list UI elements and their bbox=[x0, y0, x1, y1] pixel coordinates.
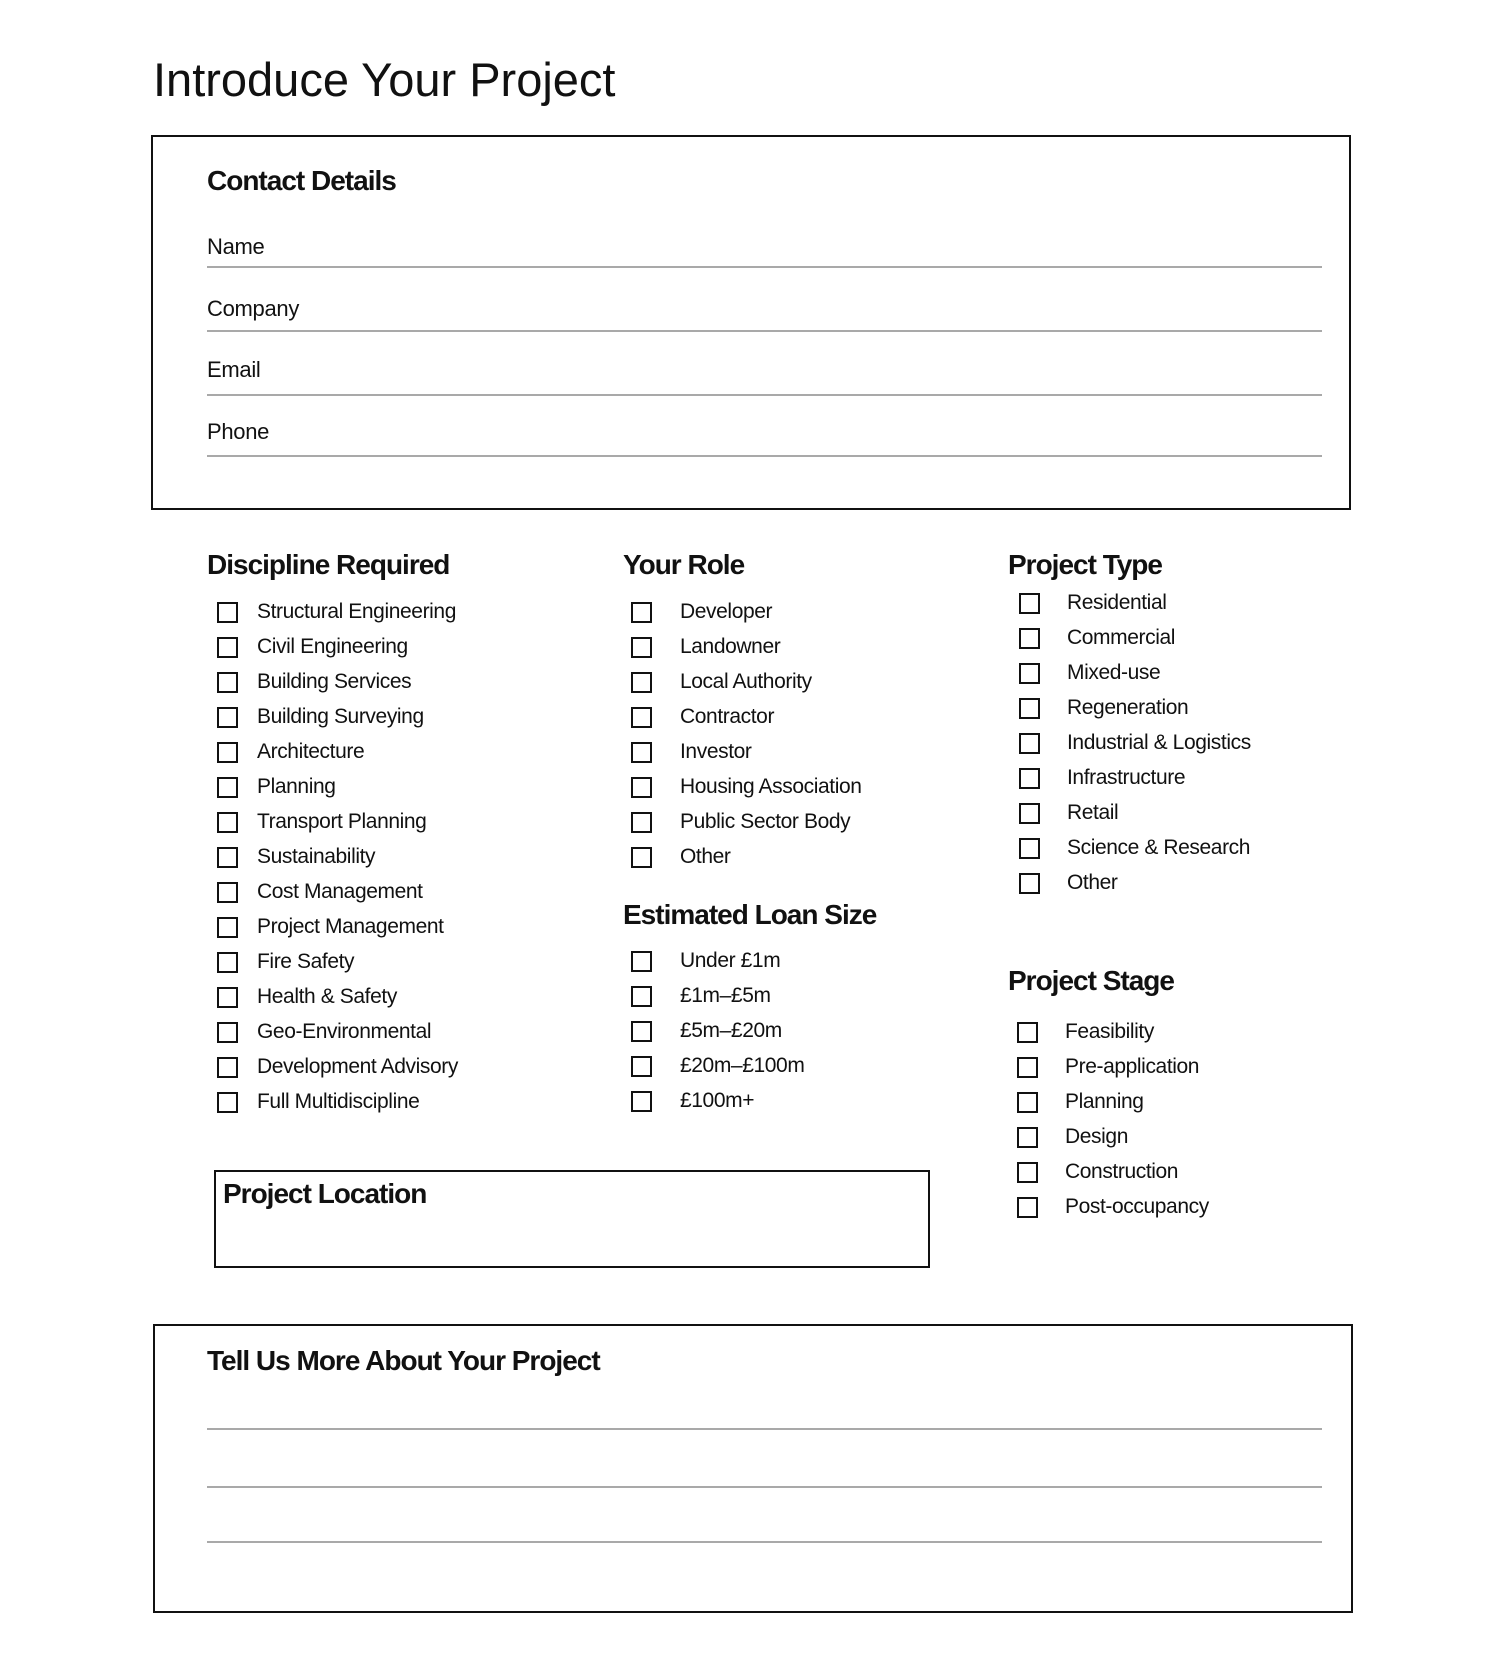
discipline-option-cost-management[interactable]: Cost Management bbox=[217, 880, 423, 904]
role-option-other[interactable]: Other bbox=[631, 845, 731, 869]
phone-label: Phone bbox=[207, 419, 270, 444]
company-field[interactable] bbox=[207, 330, 1322, 332]
checkbox-icon[interactable] bbox=[217, 777, 238, 798]
type-option-industrial-logistics[interactable]: Industrial & Logistics bbox=[1019, 731, 1251, 755]
loan-heading: Estimated Loan Size bbox=[623, 899, 877, 930]
stage-option-planning[interactable]: Planning bbox=[1017, 1090, 1144, 1114]
stage-option-construction[interactable]: Construction bbox=[1017, 1160, 1178, 1184]
loan-option-5m-20m[interactable]: £5m–£20m bbox=[631, 1019, 782, 1043]
checkbox-icon[interactable] bbox=[1017, 1057, 1038, 1078]
loan-option-under-1m[interactable]: Under £1m bbox=[631, 949, 780, 973]
discipline-heading: Discipline Required bbox=[207, 549, 450, 580]
checkbox-icon[interactable] bbox=[217, 1092, 238, 1113]
checkbox-icon[interactable] bbox=[217, 987, 238, 1008]
checkbox-icon[interactable] bbox=[631, 1021, 652, 1042]
type-option-other[interactable]: Other bbox=[1019, 871, 1118, 895]
discipline-option-fire-safety[interactable]: Fire Safety bbox=[217, 950, 354, 974]
checkbox-icon[interactable] bbox=[631, 707, 652, 728]
phone-field[interactable] bbox=[207, 455, 1322, 457]
role-option-contractor[interactable]: Contractor bbox=[631, 705, 774, 729]
discipline-option-geo-environmental[interactable]: Geo-Environmental bbox=[217, 1020, 431, 1044]
checkbox-icon[interactable] bbox=[631, 1091, 652, 1112]
checkbox-icon[interactable] bbox=[217, 882, 238, 903]
project-location-heading: Project Location bbox=[223, 1178, 427, 1209]
checkbox-icon[interactable] bbox=[631, 951, 652, 972]
checkbox-icon[interactable] bbox=[631, 637, 652, 658]
discipline-option-full-multidiscipline[interactable]: Full Multidiscipline bbox=[217, 1090, 419, 1114]
checkbox-icon[interactable] bbox=[1017, 1022, 1038, 1043]
loan-option-1m-5m[interactable]: £1m–£5m bbox=[631, 984, 771, 1008]
stage-option-pre-application[interactable]: Pre-application bbox=[1017, 1055, 1199, 1079]
role-option-public-sector-body[interactable]: Public Sector Body bbox=[631, 810, 850, 834]
type-option-commercial[interactable]: Commercial bbox=[1019, 626, 1175, 650]
more-line-1[interactable] bbox=[207, 1428, 1322, 1430]
checkbox-icon[interactable] bbox=[631, 777, 652, 798]
type-option-science-research[interactable]: Science & Research bbox=[1019, 836, 1250, 860]
discipline-option-civil-engineering[interactable]: Civil Engineering bbox=[217, 635, 408, 659]
checkbox-icon[interactable] bbox=[217, 917, 238, 938]
checkbox-icon[interactable] bbox=[1019, 733, 1040, 754]
checkbox-icon[interactable] bbox=[217, 602, 238, 623]
checkbox-icon[interactable] bbox=[1019, 628, 1040, 649]
discipline-option-sustainability[interactable]: Sustainability bbox=[217, 845, 375, 869]
checkbox-icon[interactable] bbox=[217, 1022, 238, 1043]
checkbox-icon[interactable] bbox=[1019, 698, 1040, 719]
discipline-option-architecture[interactable]: Architecture bbox=[217, 740, 364, 764]
checkbox-icon[interactable] bbox=[1019, 768, 1040, 789]
discipline-option-structural-engineering[interactable]: Structural Engineering bbox=[217, 600, 456, 624]
discipline-option-building-surveying[interactable]: Building Surveying bbox=[217, 705, 424, 729]
checkbox-icon[interactable] bbox=[631, 1056, 652, 1077]
checkbox-icon[interactable] bbox=[631, 812, 652, 833]
stage-option-feasibility[interactable]: Feasibility bbox=[1017, 1020, 1154, 1044]
checkbox-icon[interactable] bbox=[1019, 873, 1040, 894]
more-line-3[interactable] bbox=[207, 1541, 1322, 1543]
email-label: Email bbox=[207, 357, 261, 382]
checkbox-icon[interactable] bbox=[217, 847, 238, 868]
checkbox-icon[interactable] bbox=[1019, 663, 1040, 684]
checkbox-icon[interactable] bbox=[217, 1057, 238, 1078]
page-title: Introduce Your Project bbox=[153, 53, 616, 106]
email-field[interactable] bbox=[207, 394, 1322, 396]
role-heading: Your Role bbox=[623, 549, 745, 580]
project-type-heading: Project Type bbox=[1008, 549, 1162, 580]
type-option-regeneration[interactable]: Regeneration bbox=[1019, 696, 1188, 720]
role-option-investor[interactable]: Investor bbox=[631, 740, 752, 764]
project-stage-heading: Project Stage bbox=[1008, 965, 1174, 996]
type-option-retail[interactable]: Retail bbox=[1019, 801, 1118, 825]
name-field[interactable] bbox=[207, 266, 1322, 268]
role-option-housing-association[interactable]: Housing Association bbox=[631, 775, 862, 799]
discipline-option-health-safety[interactable]: Health & Safety bbox=[217, 985, 397, 1009]
company-label: Company bbox=[207, 296, 300, 321]
discipline-option-planning[interactable]: Planning bbox=[217, 775, 336, 799]
stage-option-post-occupancy[interactable]: Post-occupancy bbox=[1017, 1195, 1209, 1219]
checkbox-icon[interactable] bbox=[1019, 803, 1040, 824]
loan-option-100m-plus[interactable]: £100m+ bbox=[631, 1089, 754, 1113]
checkbox-icon[interactable] bbox=[217, 742, 238, 763]
checkbox-icon[interactable] bbox=[1019, 838, 1040, 859]
discipline-option-transport-planning[interactable]: Transport Planning bbox=[217, 810, 426, 834]
discipline-option-development-advisory[interactable]: Development Advisory bbox=[217, 1055, 458, 1079]
checkbox-icon[interactable] bbox=[217, 952, 238, 973]
checkbox-icon[interactable] bbox=[217, 812, 238, 833]
more-line-2[interactable] bbox=[207, 1486, 1322, 1488]
checkbox-icon[interactable] bbox=[631, 986, 652, 1007]
discipline-option-project-management[interactable]: Project Management bbox=[217, 915, 444, 939]
checkbox-icon[interactable] bbox=[631, 847, 652, 868]
stage-option-design[interactable]: Design bbox=[1017, 1125, 1128, 1149]
type-option-infrastructure[interactable]: Infrastructure bbox=[1019, 766, 1185, 790]
type-option-mixed-use[interactable]: Mixed-use bbox=[1019, 661, 1160, 685]
checkbox-icon[interactable] bbox=[1017, 1197, 1038, 1218]
checkbox-icon[interactable] bbox=[631, 602, 652, 623]
checkbox-icon[interactable] bbox=[217, 672, 238, 693]
checkbox-icon[interactable] bbox=[1019, 593, 1040, 614]
type-option-residential[interactable]: Residential bbox=[1019, 591, 1167, 615]
checkbox-icon[interactable] bbox=[631, 742, 652, 763]
tell-us-more-heading: Tell Us More About Your Project bbox=[207, 1345, 600, 1376]
contact-details-heading: Contact Details bbox=[207, 165, 396, 196]
checkbox-icon[interactable] bbox=[1017, 1127, 1038, 1148]
role-option-local-authority[interactable]: Local Authority bbox=[631, 670, 812, 694]
checkbox-icon[interactable] bbox=[217, 637, 238, 658]
checkbox-icon[interactable] bbox=[1017, 1092, 1038, 1113]
checkbox-icon[interactable] bbox=[217, 707, 238, 728]
checkbox-icon[interactable] bbox=[631, 672, 652, 693]
loan-option-20m-100m[interactable]: £20m–£100m bbox=[631, 1054, 804, 1078]
checkbox-icon[interactable] bbox=[1017, 1162, 1038, 1183]
role-option-landowner[interactable]: Landowner bbox=[631, 635, 780, 659]
role-option-developer[interactable]: Developer bbox=[631, 600, 772, 624]
name-label: Name bbox=[207, 234, 265, 259]
discipline-option-building-services[interactable]: Building Services bbox=[217, 670, 411, 694]
